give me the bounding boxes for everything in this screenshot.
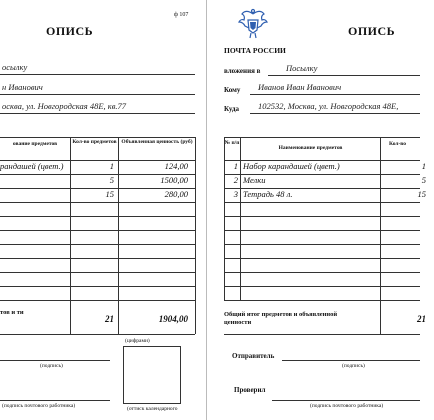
left-total-value: 1904,00 [158,314,188,324]
right-col-name-header: Наименование предметов [278,145,343,151]
page-divider [206,0,207,420]
left-worker-line [0,400,110,401]
left-totals-label: тов и ти [0,309,24,316]
left-inventory-form [0,0,205,420]
left-worker-caption: (подпись почтового работника) [2,403,76,409]
checker-signature-line [272,400,420,401]
right-form-title: ОПИСЬ [348,24,396,38]
label-to: Кому [224,86,241,94]
stamp-caption: (оттиск календарного [127,406,178,412]
label-where: Куда [224,105,240,113]
left-recipient-line [0,94,195,95]
left-col-name-header: ование предметов [12,141,58,147]
right-row-2-qty: 5 [421,175,426,185]
left-total-qty: 21 [105,314,114,324]
left-signature-caption: (подпись) [40,363,63,369]
left-contents-value: осылку [2,62,28,72]
left-col-value-header: Объявленная ценность (руб) [121,139,193,145]
numbers-caption: (цифрами) [125,338,150,344]
right-recipient-line [250,94,420,95]
left-address-line [0,113,195,114]
left-row-1-name: рандашей (цвет.) [0,161,64,171]
right-address-line [250,113,420,114]
left-row-3-qty: 15 [105,189,114,199]
left-recipient-value: н Иванович [2,82,43,92]
left-address-value: осква, ул. Новгородская 48Е, кв.77 [2,101,127,111]
left-col-qty-header: Кол-во предметов [72,139,117,145]
right-total-qty: 21 [417,314,426,324]
right-recipient-value: Иванов Иван Иванович [258,82,342,92]
checked-label: Проверил [234,386,266,394]
left-row-3-value: 280,00 [164,189,188,199]
org-name: ПОЧТА РОССИИ [224,46,286,55]
right-worker-caption: (подпись почтового работника) [310,403,384,409]
left-row-2-qty: 5 [109,175,114,185]
right-signature-caption: (подпись) [342,363,365,369]
left-form-title: ОПИСЬ [46,24,94,38]
right-inventory-form [210,0,426,420]
label-contents: вложения в [224,67,261,75]
right-address-value: 102532, Москва, ул. Новгородская 48Е, [258,101,399,111]
left-contents-line [0,74,195,75]
right-row-3-name: Тетрадь 48 л. [243,189,293,199]
right-col-num-header: № п/п [224,140,240,146]
right-row-3-num: 3 [233,189,238,199]
double-headed-eagle-icon [238,8,268,40]
right-row-1-num: 1 [233,161,238,171]
right-totals-label: Общий итог предметов и объявленной ценности [224,311,338,326]
left-row-1-value: 124,00 [164,161,188,171]
right-contents-line [268,75,420,76]
right-row-1-qty: 1 [421,161,426,171]
left-row-2-value: 1500,00 [160,175,188,185]
right-row-1-name: Набор карандашей (цвет.) [243,161,340,171]
left-signature-line [0,360,110,361]
sender-signature-line [282,360,420,361]
form-number: ф 107 [174,12,189,18]
right-col-qty-header: Кол-во [389,141,406,147]
right-contents-value: Посылку [286,63,318,73]
left-row-1-qty: 1 [109,161,114,171]
right-row-2-name: Мелки [243,175,266,185]
right-row-3-qty: 15 [417,189,426,199]
right-row-2-num: 2 [233,175,238,185]
sender-label: Отправитель [232,352,275,360]
calendar-stamp-box [123,346,181,404]
